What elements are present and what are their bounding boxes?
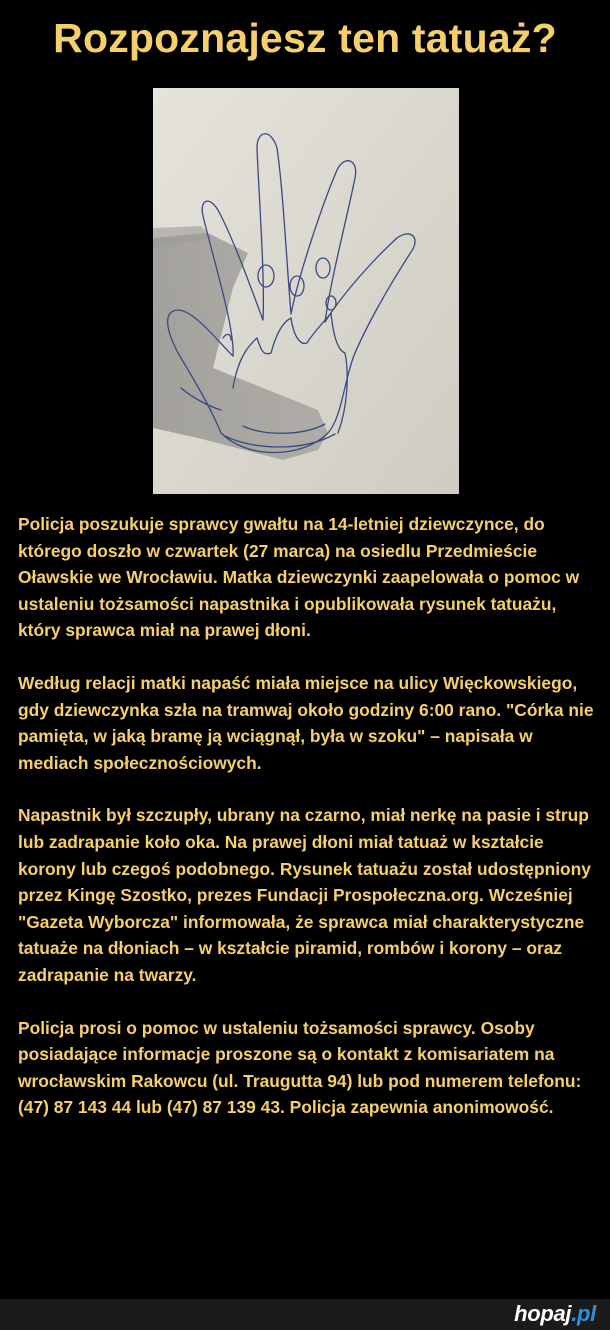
site-logo[interactable] — [514, 1301, 596, 1327]
footer-bar — [0, 1299, 610, 1330]
hand-crown-tattoo-drawing-icon — [153, 88, 459, 494]
paragraph: Według relacji matki napaść miała miejsce na ulicy Więckowskiego, gdy dziewczynka szła na tramwaj około godziny 6:00 rano. "Córka nie pamięta, w jaką bramę ją wciągnął, była w szoku" – napisała w mediach społecznościowych. — [18, 672, 594, 773]
logo-name: hopaj — [514, 1301, 572, 1326]
article-body — [18, 511, 598, 1147]
paragraph: Policja poszukuje sprawcy gwałtu na 14-letniej dziewczynce, do którego doszło w czwartek (27 marca) na osiedlu Przedmieście Oławskie we Wrocławiu. Matka dziewczynki zaapelowała o pomoc w ustaleniu tożsamości napastnika i opublikowała rysunek tatuażu, który sprawca miał na prawej dłoni. — [18, 514, 580, 641]
page-title: Rozpoznajesz ten tatuaż? — [53, 15, 557, 61]
tattoo-drawing-photo — [153, 88, 459, 494]
paragraph: Policja prosi o pomoc w ustaleniu tożsamości sprawcy. Osoby posiadające informacje proszone są o kontakt z komisariatem na wrocławskim Rakowcu (ul. Traugutta 94) lub pod numerem telefonu: (47) 87 143 44 lub (47) 87 139 43. Policja zapewnia anonimowość. — [18, 1017, 582, 1118]
paragraph: Napastnik był szczupły, ubrany na czarno, miał nerkę na pasie i strup lub zadrapanie koło oka. Na prawej dłoni miał tatuaż w kształcie korony lub czegoś podobnego. Rysunek tatuażu został udostępniony przez Kingę Szostko, prezes Fundacji Prospołeczna.org. Wcześniej "Gazeta Wyborcza" informowała, że sprawca miał charakterystyczne tatuaże na dłoniach – w kształcie piramid, rombów i korony – oraz zadrapanie na twarzy. — [18, 805, 591, 985]
logo-tld: .pl — [571, 1301, 596, 1326]
